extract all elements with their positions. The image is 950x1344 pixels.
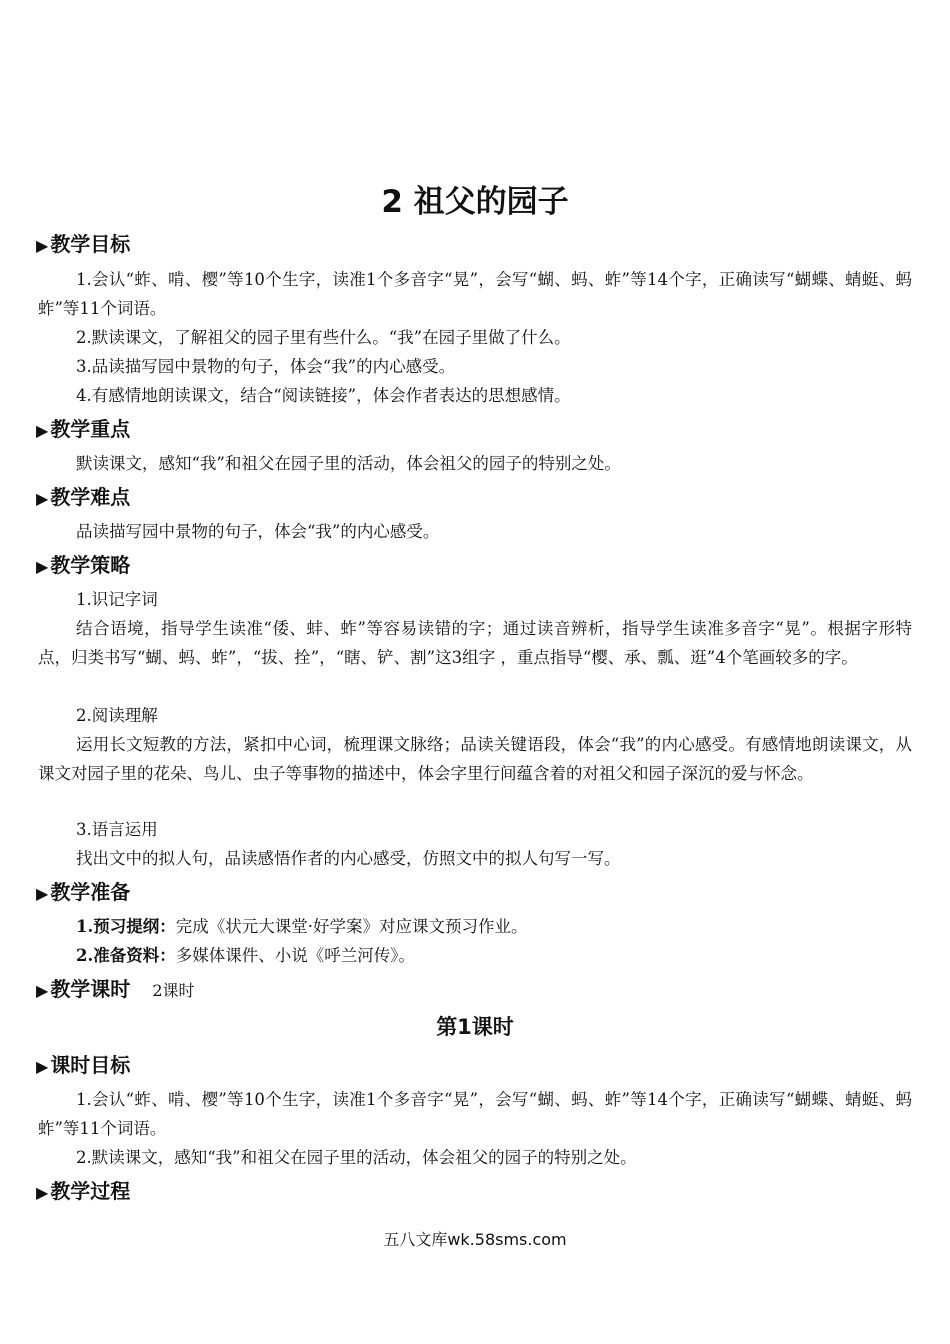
preparation-item-1-label: 1.预习提纲： bbox=[76, 917, 176, 936]
heading-key-points: ▶ 教学重点 bbox=[36, 417, 131, 441]
triangle-marker-icon: ▶ bbox=[36, 1057, 49, 1076]
hours-value: 2课时 bbox=[152, 981, 195, 1000]
triangle-marker-icon: ▶ bbox=[36, 421, 49, 440]
preparation-item-2-label: 2.准备资料： bbox=[76, 946, 176, 965]
strategy-3-title: 3.语言运用 bbox=[76, 820, 158, 839]
lesson-1-title: 第1课时 bbox=[436, 1015, 514, 1039]
lesson-objective-2: 2.默读课文，感知“我”和祖父在园子里的活动，体会祖父的园子的特别之处。 bbox=[76, 1148, 637, 1167]
strategy-2-title: 2.阅读理解 bbox=[76, 706, 158, 725]
heading-preparation: ▶ 教学准备 bbox=[36, 880, 131, 904]
heading-difficulties: ▶ 教学难点 bbox=[36, 485, 131, 509]
objective-item-2: 2.默读课文，了解祖父的园子里有些什么。“我”在园子里做了什么。 bbox=[76, 328, 571, 347]
preparation-item-1 bbox=[38, 912, 912, 941]
lesson-title: 2 祖父的园子 bbox=[381, 184, 569, 220]
preparation-item-2-text: 多媒体课件、小说《呼兰河传》。 bbox=[175, 946, 415, 965]
triangle-marker-icon: ▶ bbox=[36, 884, 49, 903]
strategy-2-text: 运用长文短教的方法，紧扣中心词，梳理课文脉络；品读关键语段，体会“我”的内心感受。有感情地朗读课文，从课文对园子里的花朵、鸟儿、虫子等事物的描述中，体会字里行间蕴含着的对祖父和园子深沉的爱与怀念。 bbox=[38, 735, 912, 783]
strategy-3-text: 找出文中的拟人句，品读感悟作者的内心感受，仿照文中的拟人句写一写。 bbox=[76, 849, 621, 868]
triangle-marker-icon: ▶ bbox=[36, 557, 49, 576]
heading-process: ▶ 教学过程 bbox=[36, 1179, 131, 1203]
objective-item-3: 3.品读描写园中景物的句子，体会“我”的内心感受。 bbox=[76, 357, 456, 376]
key-points-text: 默读课文，感知“我”和祖父在园子里的活动，体会祖父的园子的特别之处。 bbox=[76, 454, 621, 473]
heading-hours: ▶ 教学课时 2课时 bbox=[36, 977, 195, 1001]
difficulties-text: 品读描写园中景物的句子，体会“我”的内心感受。 bbox=[76, 522, 440, 541]
lesson-objective-1: 1.会认“蚱、啃、樱”等10个生字，读准1个多音字“晃”，会写“蝴、蚂、蚱”等14个字，正确读写“蝴蝶、蜻蜓、蚂蚱”等11个词语。 bbox=[38, 1090, 912, 1138]
footer-watermark: 五八文库wk.58sms.com bbox=[383, 1230, 567, 1249]
strategy-1-text: 结合语境，指导学生读准“倭、蚌、蚱”等容易读错的字；通过读音辨析，指导学生读准多音字“晃”。根据字形特点，归类书写“蝴、蚂、蚱”，“拔、拴”，“瞎、铲、割”这3组字 ，重点指导“樱、承、瓢、逛”4个笔画较多的字。 bbox=[38, 619, 912, 667]
triangle-marker-icon: ▶ bbox=[36, 1183, 49, 1202]
heading-objectives: ▶ 教学目标 bbox=[36, 232, 131, 256]
triangle-marker-icon: ▶ bbox=[36, 489, 49, 508]
triangle-marker-icon: ▶ bbox=[36, 236, 49, 255]
heading-lesson-objectives: ▶ 课时目标 bbox=[36, 1053, 131, 1077]
heading-strategies: ▶ 教学策略 bbox=[36, 553, 131, 577]
objective-item-1: 1.会认“蚱、啃、樱”等10个生字，读准1个多音字“晃”，会写“蝴、蚂、蚱”等14个字，正确读写“蝴蝶、蜻蜓、蚂蚱”等11个词语。 bbox=[38, 270, 912, 318]
strategy-1-title: 1.识记字词 bbox=[76, 590, 158, 609]
preparation-item-2 bbox=[38, 941, 912, 970]
preparation-item-1-text: 完成《状元大课堂·好学案》对应课文预习作业。 bbox=[175, 917, 528, 936]
triangle-marker-icon: ▶ bbox=[36, 981, 49, 1000]
objective-item-4: 4.有感情地朗读课文，结合“阅读链接”，体会作者表达的思想感情。 bbox=[76, 386, 571, 405]
